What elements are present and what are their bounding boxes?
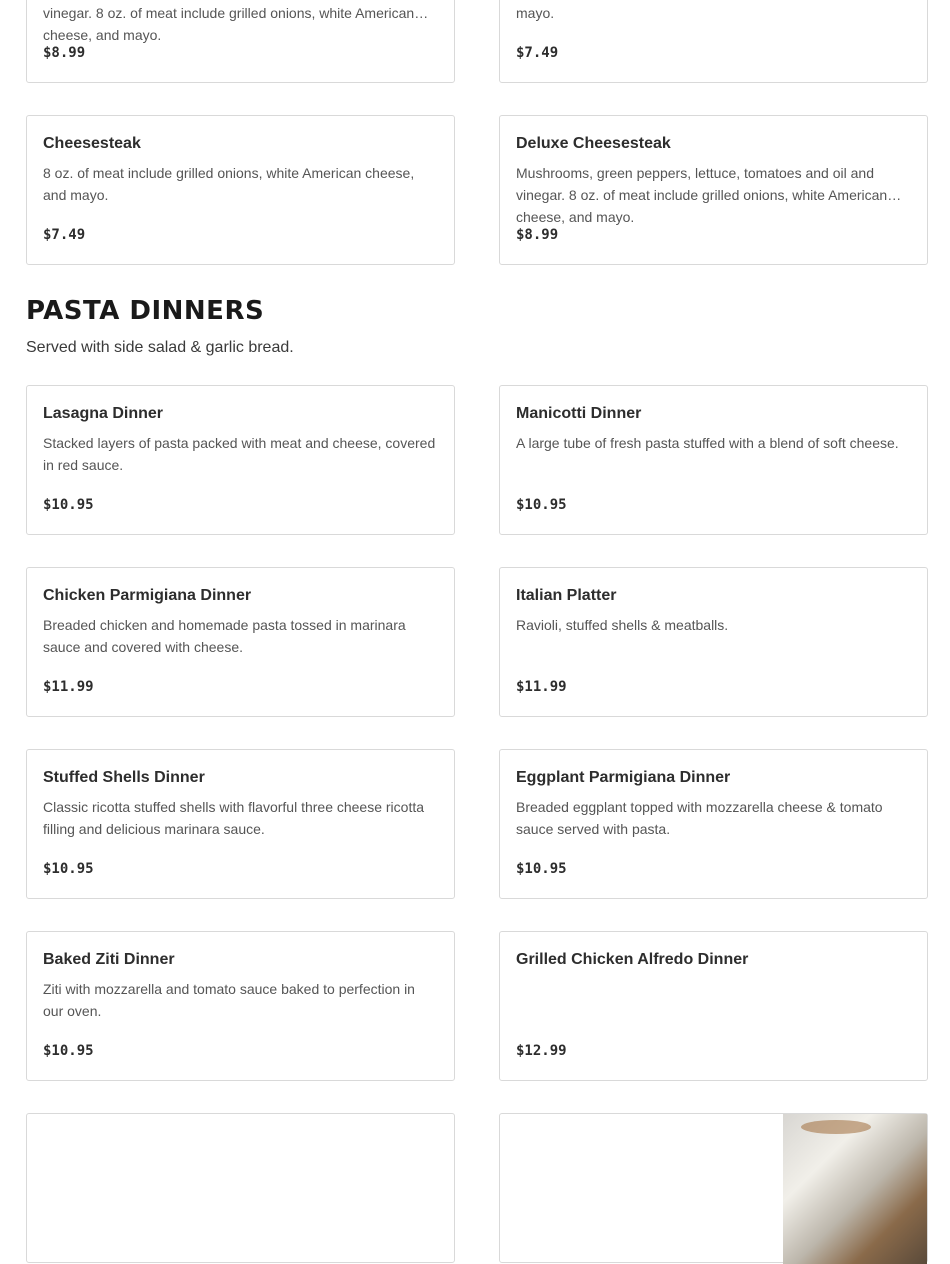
item-price: $7.49 [516,45,559,61]
item-name: Deluxe Cheesesteak [516,135,671,152]
menu-item-card[interactable] [26,931,455,1081]
item-price: $7.49 [43,227,86,243]
menu-item-card[interactable] [499,1113,928,1263]
item-description: 8 oz. of meat include grilled onions, white American cheese, and mayo. [43,165,415,203]
item-description: Ziti with mozzarella and tomato sauce baked to perfection in our oven. [43,981,415,1019]
item-price: $8.99 [516,227,559,243]
section-subtitle: Served with side salad & garlic bread. [26,339,294,356]
menu-item-photo [783,1114,927,1264]
item-name: Lasagna Dinner [43,405,164,422]
section-title: PASTA DINNERS [26,296,265,326]
menu-item-card[interactable] [499,0,928,83]
item-name: Grilled Chicken Alfredo Dinner [516,951,749,968]
menu-item-card[interactable] [499,385,928,535]
menu-item-card[interactable] [26,115,455,265]
item-description: Ravioli, stuffed shells & meatballs. [516,617,729,633]
item-description: Stacked layers of pasta packed with meat and cheese, covered in red sauce. [43,435,436,473]
menu-item-card[interactable] [499,931,928,1081]
menu-item-card[interactable] [26,567,455,717]
item-description: mayo. [516,5,555,21]
item-description: Breaded eggplant topped with mozzarella cheese & tomato sauce served with pasta. [516,799,883,837]
item-name: Italian Platter [516,587,617,604]
item-price: $11.99 [516,679,567,695]
item-price: $10.95 [43,497,94,513]
item-name: Cheesesteak [43,135,141,152]
menu-item-card[interactable] [499,567,928,717]
item-description: Breaded chicken and homemade pasta tossed in marinara sauce and covered with cheese. [43,617,406,655]
item-description: Classic ricotta stuffed shells with flavorful three cheese ricotta filling and delicious marinara sauce. [43,799,425,837]
item-price: $10.95 [516,497,567,513]
item-description: Mushrooms, green peppers, lettuce, tomatoes and oil and vinegar. 8 oz. of meat include grilled onions, white American cheese, and mayo. [516,165,888,225]
item-name: Baked Ziti Dinner [43,951,175,968]
item-description: A large tube of fresh pasta stuffed with a blend of soft cheese. [516,435,899,451]
item-name: Chicken Parmigiana Dinner [43,587,252,604]
item-price: $10.95 [43,1043,94,1059]
item-name: Stuffed Shells Dinner [43,769,205,786]
item-price: $10.95 [43,861,94,877]
item-price: $11.99 [43,679,94,695]
item-price: $8.99 [43,45,86,61]
menu-item-card[interactable] [499,749,928,899]
menu-item-card[interactable] [26,1113,455,1263]
menu-item-card[interactable] [499,115,928,265]
item-price: $10.95 [516,861,567,877]
item-description: vinegar. 8 oz. of meat include grilled onions, white American cheese, and mayo. [43,5,415,43]
item-price: $12.99 [516,1043,567,1059]
menu-item-card[interactable] [26,0,455,83]
menu-item-card[interactable] [26,385,455,535]
item-name: Eggplant Parmigiana Dinner [516,769,731,786]
menu-item-card[interactable] [26,749,455,899]
item-name: Manicotti Dinner [516,405,642,422]
